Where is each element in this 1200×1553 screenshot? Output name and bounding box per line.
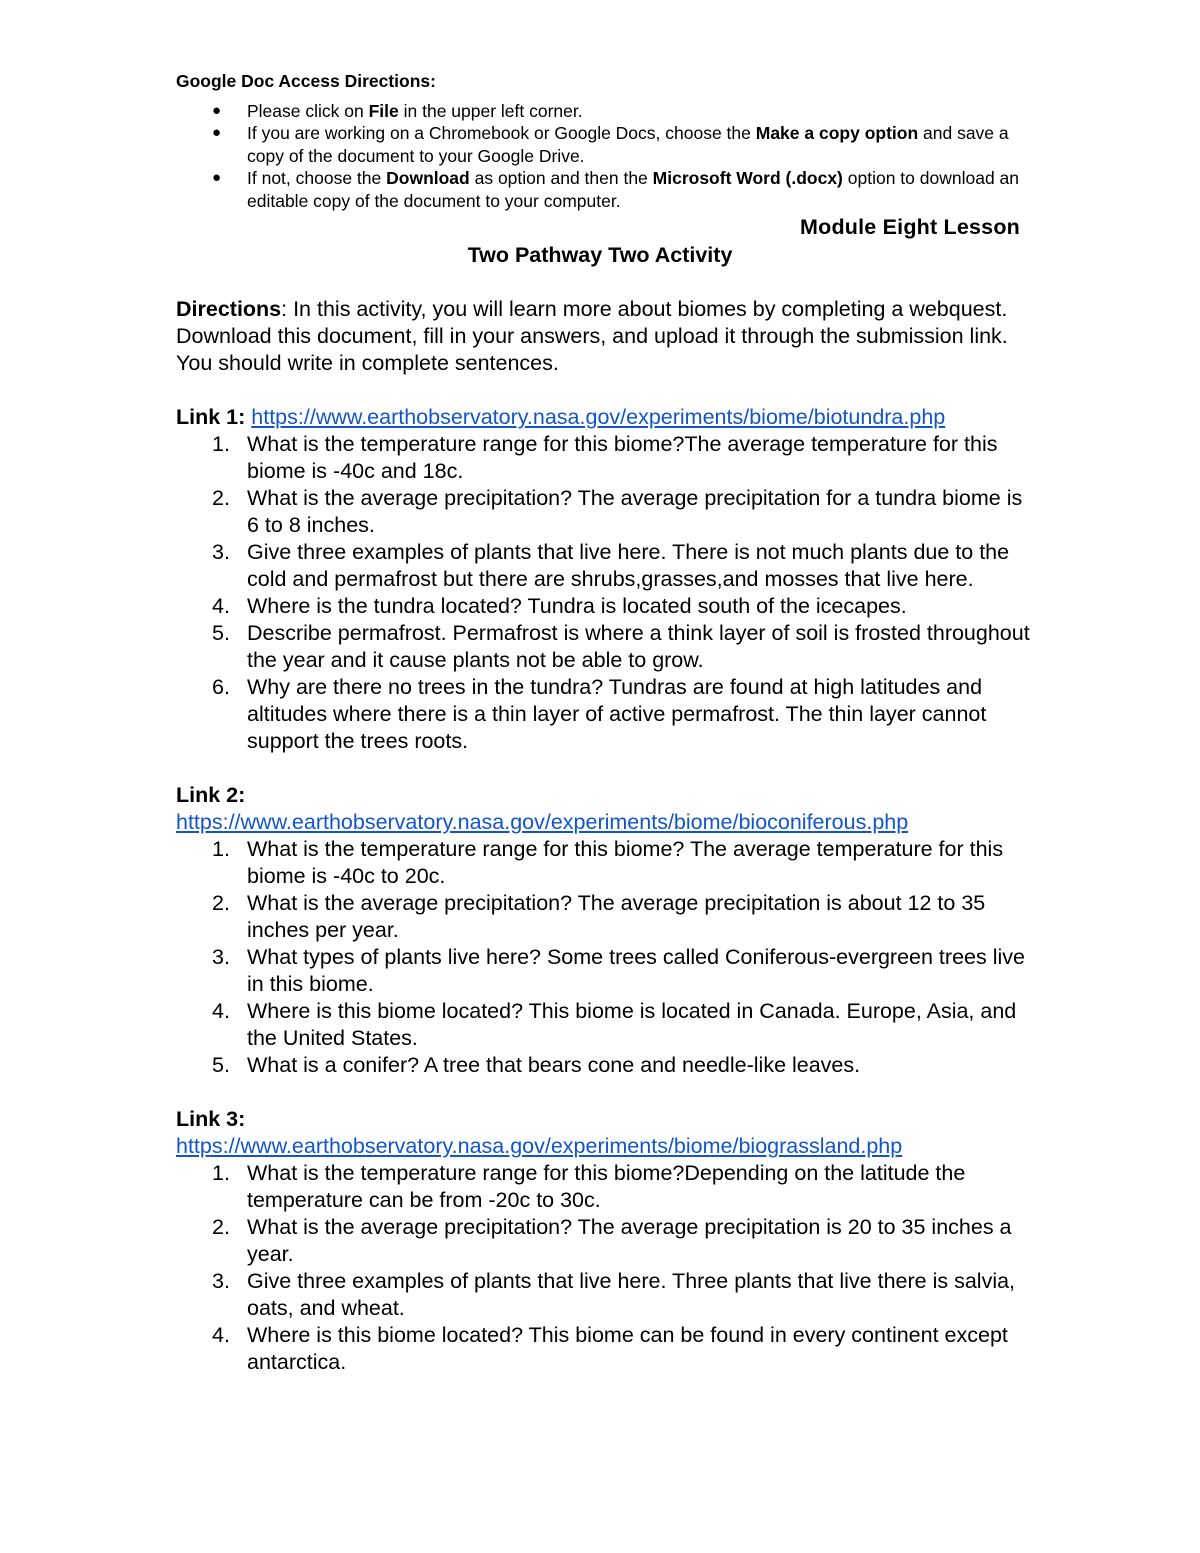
- question-number: 6.: [212, 675, 230, 699]
- directions-text: : In this activity, you will learn more about biomes by completing a webquest. Download this document, fill in your answers, and upload it through the submission link. You should write in complete sentences.: [176, 297, 1008, 375]
- link-heading: [176, 1106, 1036, 1133]
- access-item-text: as option and then the: [469, 168, 653, 188]
- question-number: 3.: [212, 540, 230, 564]
- question-item: [176, 431, 1036, 485]
- link-url-line: [176, 1133, 1036, 1160]
- question-list: [176, 431, 1036, 755]
- question-item: [176, 1214, 1036, 1268]
- link-url[interactable]: https://www.earthobservatory.nasa.gov/experiments/biome/bioconiferous.php: [176, 810, 909, 834]
- question-text: Give three examples of plants that live here. Three plants that live there is salvia, oats, and wheat.: [247, 1269, 1016, 1320]
- question-text: What is the average precipitation? The average precipitation for a tundra biome is 6 to 8 inches.: [247, 486, 1023, 537]
- access-item: [176, 122, 1036, 167]
- question-number: 4.: [212, 594, 230, 618]
- directions-label: Directions: [176, 297, 282, 321]
- link-section-3: [176, 1106, 1036, 1376]
- access-item-bold: Download: [386, 168, 470, 188]
- question-item: [176, 539, 1036, 593]
- question-number: 1.: [212, 432, 230, 456]
- access-item-text: If not, choose the: [247, 168, 387, 188]
- link-label: Link 2:: [176, 783, 246, 807]
- question-number: 3.: [212, 1269, 230, 1293]
- directions-paragraph: [176, 296, 1036, 377]
- question-text: Where is this biome located? This biome can be found in every continent except antarctica.: [247, 1323, 1008, 1374]
- question-number: 5.: [212, 1053, 230, 1077]
- question-text: What types of plants live here? Some trees called Coniferous-evergreen trees live in this biome.: [247, 945, 1025, 996]
- access-item: [176, 167, 1036, 212]
- bullet-icon: ●: [212, 101, 222, 119]
- link-section-1: [176, 404, 1036, 755]
- question-text: What is the average precipitation? The average precipitation is 20 to 35 inches a year.: [247, 1215, 1012, 1266]
- access-item: [176, 100, 1036, 123]
- question-item: [176, 1052, 1036, 1079]
- question-item: [176, 836, 1036, 890]
- access-list: [176, 100, 1036, 213]
- question-item: [176, 944, 1036, 998]
- question-text: Where is this biome located? This biome is located in Canada. Europe, Asia, and the United States.: [247, 999, 1017, 1050]
- access-item-bold: Microsoft Word (.docx): [652, 168, 843, 188]
- title-line-1: Module Eight Lesson: [800, 215, 1020, 239]
- question-text: Where is the tundra located? Tundra is located south of the icecapes.: [247, 594, 907, 618]
- question-item: [176, 1160, 1036, 1214]
- links-container: [176, 404, 1036, 1376]
- main-content: [176, 296, 1036, 1403]
- question-number: 2.: [212, 891, 230, 915]
- question-item: [176, 1268, 1036, 1322]
- bullet-icon: ●: [212, 124, 222, 141]
- question-text: Describe permafrost. Permafrost is where a think layer of soil is frosted throughout the year and it cause plants not be able to grow.: [247, 621, 1030, 672]
- question-item: [176, 890, 1036, 944]
- question-text: What is the temperature range for this biome?Depending on the latitude the temperature can be from -20c to 30c.: [247, 1161, 966, 1212]
- question-number: 3.: [212, 945, 230, 969]
- question-number: 5.: [212, 621, 230, 645]
- question-text: What is the temperature range for this biome?The average temperature for this biome is -40c and 18c.: [247, 432, 998, 483]
- link-heading: [176, 404, 1036, 431]
- access-item-text: option to download an editable copy of the document to your computer.: [247, 168, 1020, 211]
- bullet-icon: ●: [212, 169, 222, 186]
- question-number: 1.: [212, 837, 230, 861]
- question-item: [176, 998, 1036, 1052]
- question-item: [176, 674, 1036, 755]
- link-url[interactable]: https://www.earthobservatory.nasa.gov/experiments/biome/biotundra.php: [251, 405, 946, 429]
- link-url-line: [176, 809, 1036, 836]
- question-item: [176, 593, 1036, 620]
- access-item-text: in the upper left corner.: [398, 100, 583, 121]
- access-item-bold: File: [368, 100, 399, 121]
- access-item-text: If you are working on a Chromebook or Google Docs, choose the: [247, 123, 756, 143]
- link-url[interactable]: https://www.earthobservatory.nasa.gov/experiments/biome/biograssland.php: [176, 1134, 903, 1158]
- access-item-text: and save a copy of the document to your Google Drive.: [247, 123, 1009, 166]
- question-text: What is the average precipitation? The average precipitation is about 12 to 35 inches per year.: [247, 891, 986, 942]
- link-label: Link 1:: [176, 405, 246, 429]
- question-text: Give three examples of plants that live here. There is not much plants due to the cold and permafrost but there are shrubs,grasses,and mosses that live here.: [247, 540, 1010, 591]
- question-number: 4.: [212, 999, 230, 1023]
- question-number: 2.: [212, 486, 230, 510]
- question-item: [176, 485, 1036, 539]
- question-text: What is a conifer? A tree that bears cone and needle-like leaves.: [247, 1053, 861, 1077]
- access-heading: Google Doc Access Directions:: [176, 71, 436, 91]
- title-line-2: Two Pathway Two Activity: [467, 243, 733, 267]
- question-item: [176, 1322, 1036, 1376]
- question-list: [176, 836, 1036, 1079]
- link-heading: [176, 782, 1036, 809]
- access-item-bold: Make a copy option: [755, 123, 919, 143]
- access-item-text: Please click on: [247, 100, 369, 121]
- question-text: Why are there no trees in the tundra? Tundras are found at high latitudes and altitudes where there is a thin layer of active permafrost. The thin layer cannot support the trees roots.: [247, 675, 987, 753]
- access-directions: [176, 70, 1036, 212]
- question-number: 2.: [212, 1215, 230, 1239]
- question-text: What is the temperature range for this biome? The average temperature for this biome is -40c to 20c.: [247, 837, 1004, 888]
- link-label: Link 3:: [176, 1107, 246, 1131]
- link-section-2: [176, 782, 1036, 1079]
- question-number: 1.: [212, 1161, 230, 1185]
- question-item: [176, 620, 1036, 674]
- question-number: 4.: [212, 1323, 230, 1347]
- question-list: [176, 1160, 1036, 1376]
